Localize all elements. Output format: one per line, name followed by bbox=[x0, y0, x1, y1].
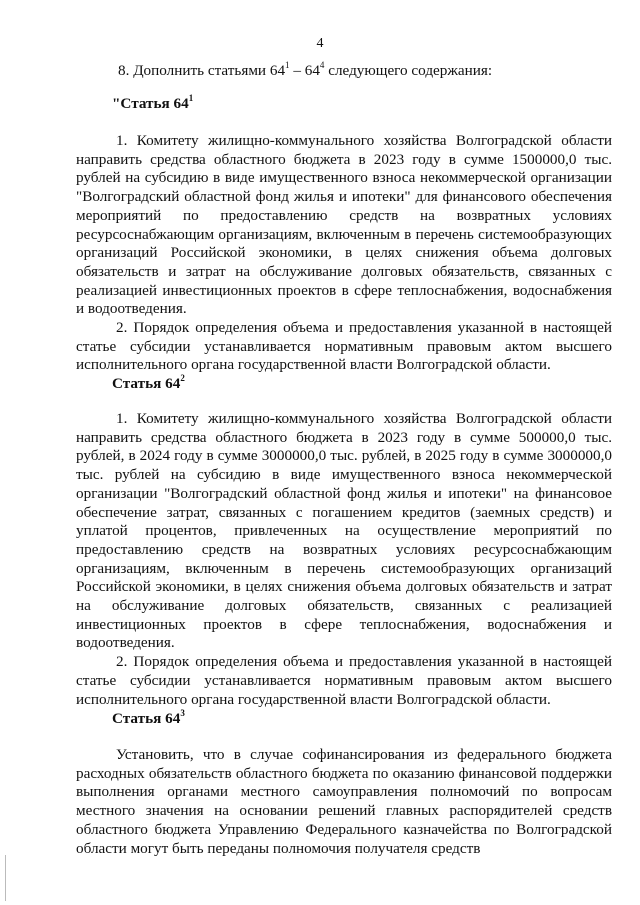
article-64-1-body bbox=[76, 132, 612, 375]
intro-lead: 8. Дополнить статьями 64 bbox=[118, 62, 286, 79]
article-64-1-paragraph-1: 1. Комитету жилищно-коммунального хозяйства Волгоградской области направить средства областного бюджета в 2023 году в сумме 1500000,0 тыс. рублей на субсидию в виде имущественного взноса некоммерческой организации "Волгоградский областной фонд жилья и ипотеки" для финансового обеспечения мероприятий по предоставлению средств на возвратных условиях ресурсоснабжающим организациям, включенным в перечень системообразующих организаций Российской экономики, в целях снижения объема долговых обязательств и затрат на обслуживание долговых обязательств, связанных с реализацией инвестиционных проектов в сфере теплоснабжения, водоснабжения и водоотведения. bbox=[76, 132, 612, 318]
article-64-2-body bbox=[76, 410, 612, 709]
article-title-sup: 3 bbox=[180, 708, 185, 718]
article-64-1-title bbox=[112, 95, 193, 113]
article-64-3-title bbox=[112, 710, 185, 728]
intro-tail: следующего содержания: bbox=[324, 62, 493, 79]
article-64-1-paragraph-2: 2. Порядок определения объема и предоставления указанной в настоящей статье субсидии устанавливается нормативным правовым актом высшего исполнительного органа государственной власти Волгоградской области. bbox=[76, 319, 612, 374]
article-64-2-title bbox=[112, 375, 185, 393]
intro-dash: – 64 bbox=[289, 62, 320, 79]
article-64-3-body bbox=[76, 746, 612, 858]
intro-sup-1: 1 bbox=[285, 60, 290, 70]
article-64-2-paragraph-2: 2. Порядок определения объема и предоставления указанной в настоящей статье субсидии устанавливается нормативным правовым актом высшего исполнительного органа государственной власти Волгоградской области. bbox=[76, 653, 612, 708]
article-title-text: Статья 64 bbox=[112, 375, 181, 392]
intro-sup-4: 4 bbox=[319, 60, 325, 70]
article-title-text: Статья 64 bbox=[112, 710, 181, 727]
article-title-sup: 2 bbox=[180, 373, 185, 383]
amendment-intro bbox=[118, 62, 492, 80]
article-64-3-paragraph-1: Установить, что в случае софинансирования из федерального бюджета расходных обязательств областного бюджета по оказанию финансовой поддержки выполнения органами местного самоуправления полномочий по вопросам местного значения на основании решений главных распорядителей средств областного бюджета Управлению Федерального казначейства по Волгоградской области могут быть переданы полномочия получателя средств bbox=[76, 746, 612, 857]
article-title-sup: 1 bbox=[188, 93, 194, 103]
article-64-2-paragraph-1: 1. Комитету жилищно-коммунального хозяйства Волгоградской области направить средства областного бюджета в 2023 году в сумме 500000,0 тыс. рублей, в 2024 году в сумме 3000000,0 тыс. рублей, в 2025 году в сумме 3000000,0 тыс. рублей на субсидию в виде имущественного взноса некоммерческой организации "Волгоградский областной фонд жилья и ипотеки" на финансовое обеспечение затрат, связанных с погашением кредитов (заемных средств) и уплатой процентов, привлеченных на осуществление мероприятий по предоставлению средств на возвратных условиях ресурсоснабжающим организациям, включенным в перечень системообразующих организаций Российской экономики, в целях снижения объема долговых обязательств и затрат на обслуживание долговых обязательств, связанных с реализацией инвестиционных проектов в сфере теплоснабжения, водоснабжения и водоотведения. bbox=[76, 410, 612, 652]
article-title-text: "Статья 64 bbox=[112, 95, 189, 112]
scan-edge-mark bbox=[5, 855, 18, 901]
page-number: 4 bbox=[316, 36, 324, 51]
